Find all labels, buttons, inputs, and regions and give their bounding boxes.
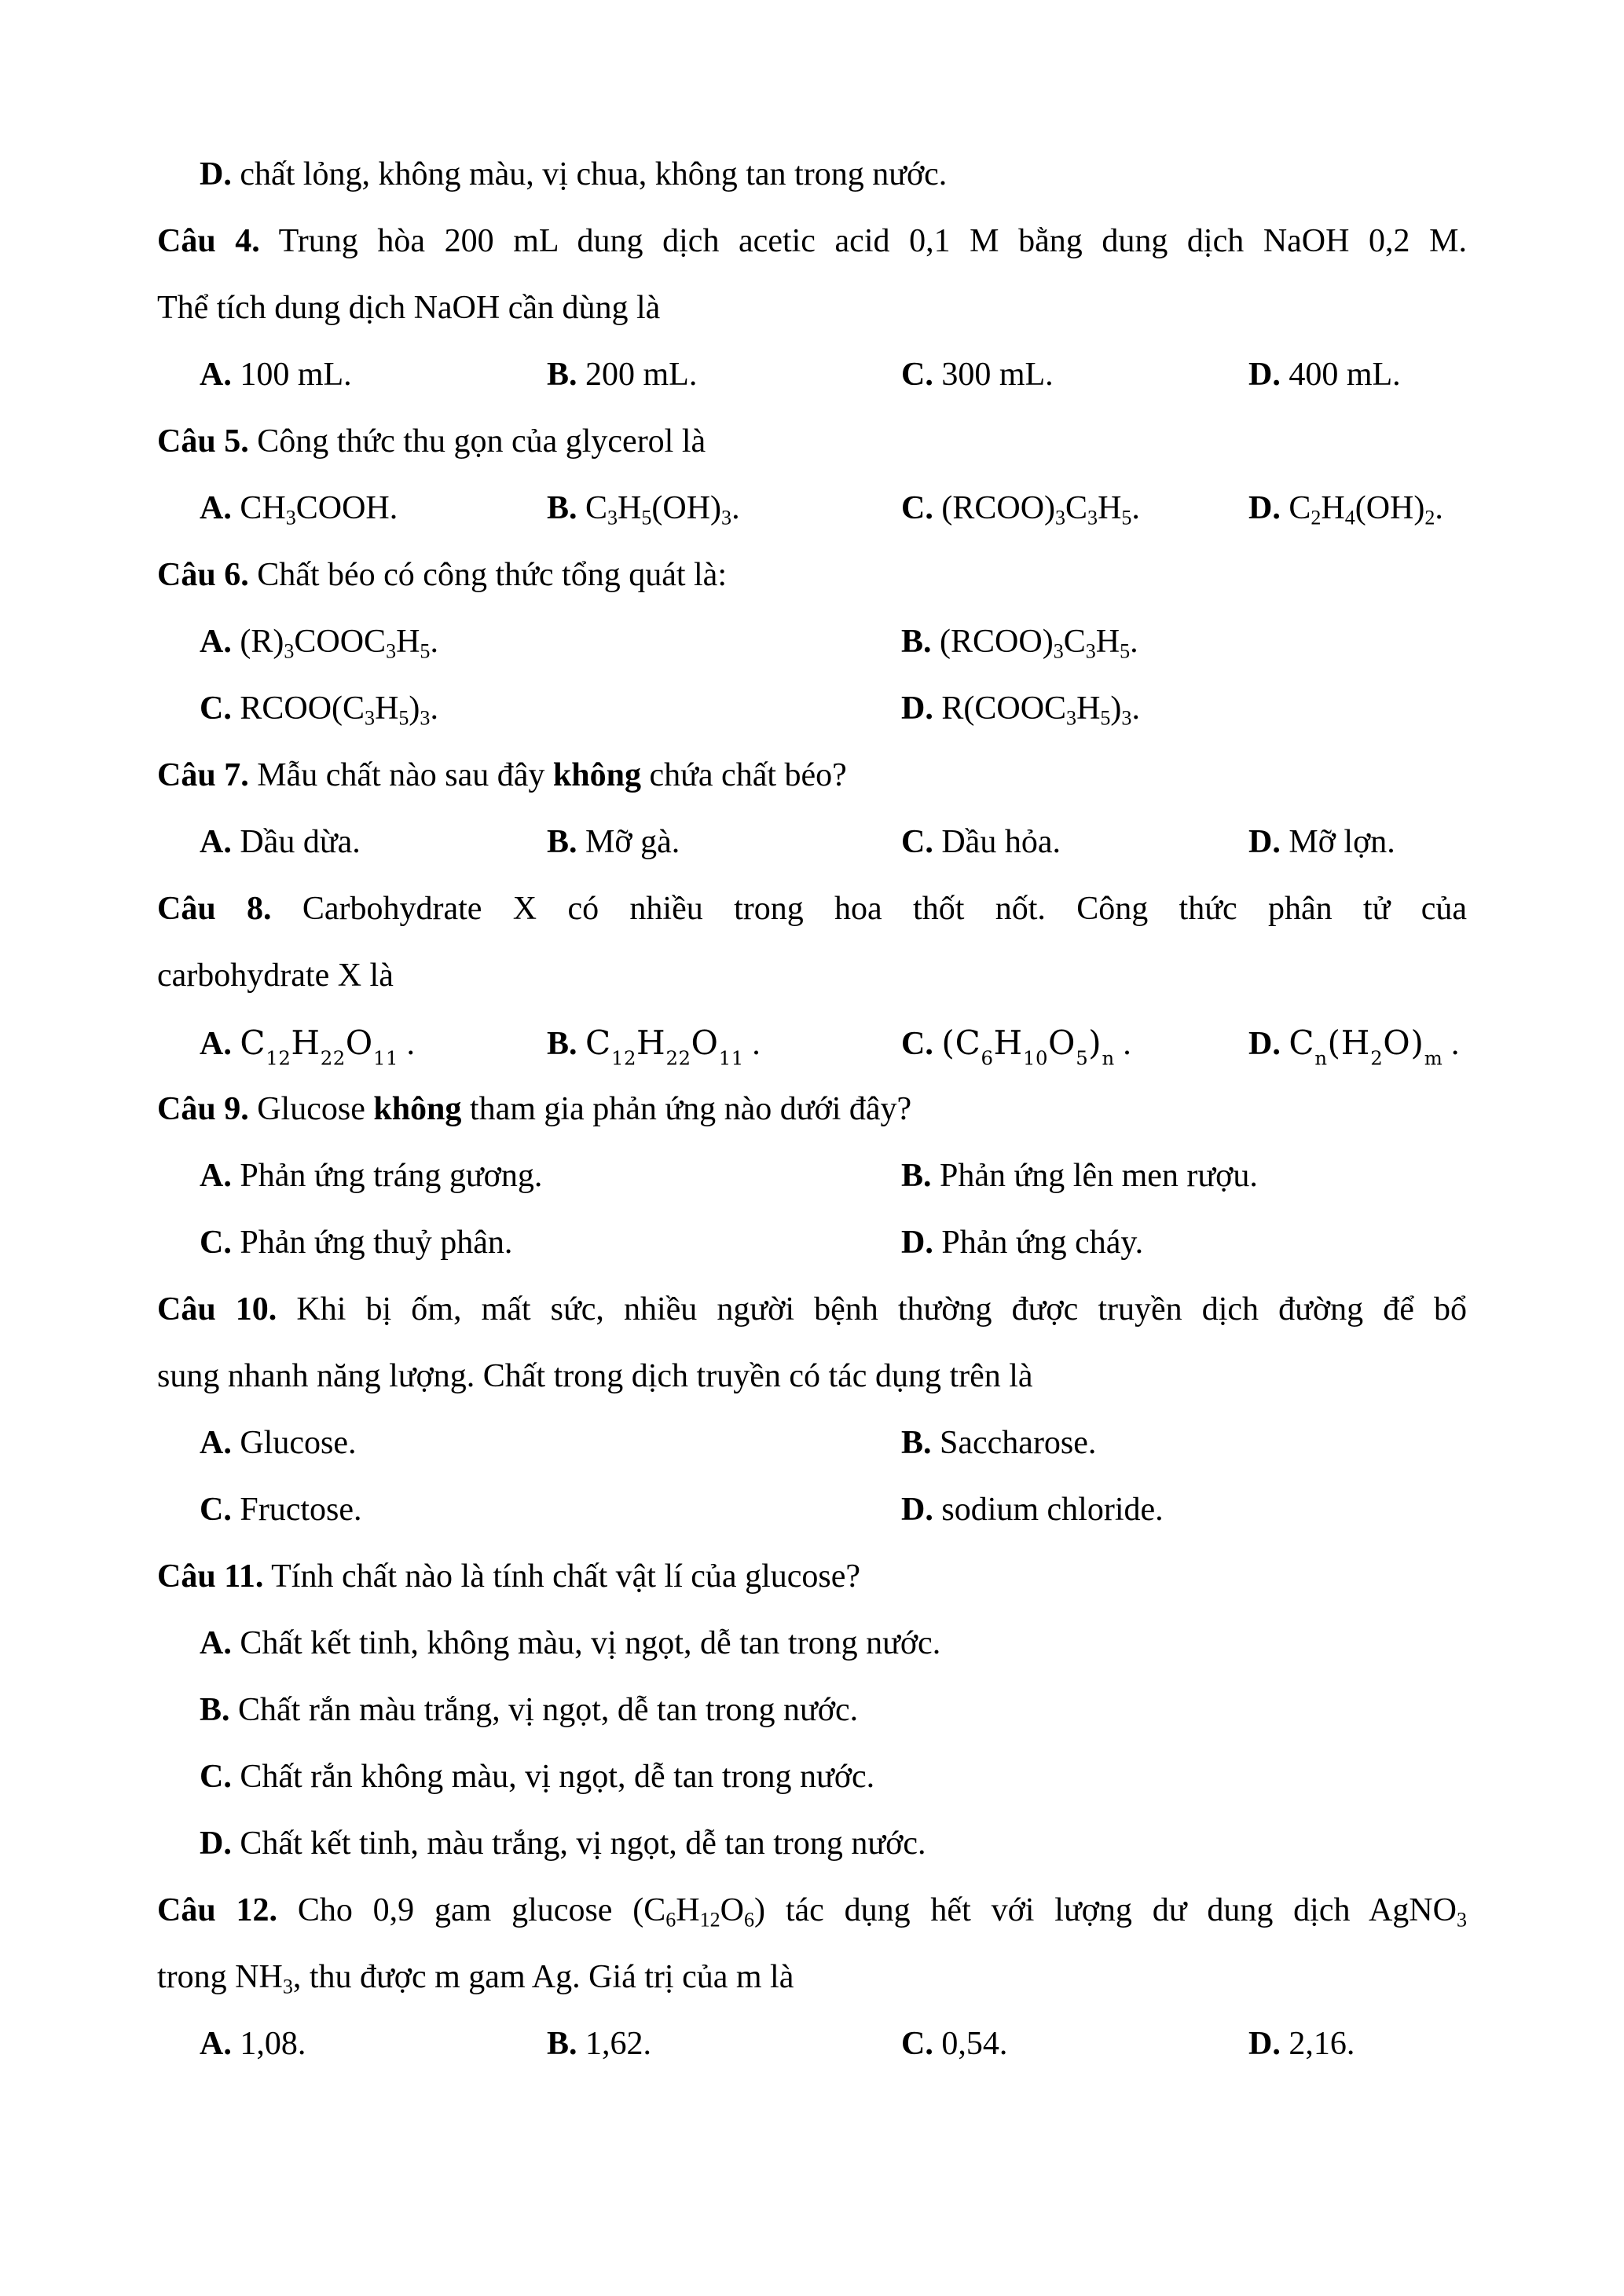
text-run: Công thức thu gọn của glycerol là: [248, 423, 706, 460]
text-run: Saccharose.: [940, 1425, 1097, 1461]
text-run: , thu được m gam Ag. Giá trị của m là: [292, 1959, 794, 1995]
cau-7: [157, 742, 1467, 876]
option-D: [1248, 2011, 1355, 2078]
text-run: R(COOC: [941, 690, 1067, 727]
text-run: 12: [699, 1908, 720, 1932]
text-run: Khi bị ốm, mất sức, nhiều người bệnh thường được truyền dịch đường để bổ: [277, 1291, 1467, 1327]
option-B: [901, 609, 1138, 676]
text-run: CH: [240, 490, 286, 526]
option-C: [200, 676, 438, 742]
text-run: Trung hòa 200 mL dung dịch acetic acid 0,1 M bằng dung dịch NaOH 0,2 M.: [259, 223, 1467, 259]
text-run: 200 mL.: [585, 357, 698, 393]
option-letter: B.: [547, 1026, 577, 1062]
text-run: Mỡ lợn.: [1289, 824, 1395, 860]
text-run: 2: [1311, 506, 1322, 529]
text-run: Chất rắn không màu, vị ngọt, dễ tan trong nước.: [240, 1759, 875, 1795]
question-stem-line: [157, 742, 1467, 809]
text-run: O: [720, 1892, 744, 1928]
text-run: 3: [1066, 706, 1077, 730]
text-run: Glucose.: [240, 1425, 357, 1461]
text-run: H: [676, 1892, 700, 1928]
text-run: C: [1289, 1023, 1315, 1062]
option-letter: D.: [1248, 357, 1281, 393]
text-run: 10: [1023, 1046, 1048, 1070]
options-row: [157, 141, 1467, 208]
text-run: 3: [607, 506, 618, 529]
text-run: H: [1321, 490, 1345, 526]
text-run: 2: [1370, 1046, 1384, 1070]
text-run: 3: [1055, 506, 1066, 529]
option-letter: A.: [200, 824, 232, 860]
text-run: H: [396, 624, 420, 660]
text-run: C: [240, 1023, 266, 1062]
text-run: Fructose.: [240, 1492, 362, 1528]
text-run: 12: [611, 1046, 636, 1070]
text-run: 5: [1120, 639, 1131, 663]
option-C: [901, 2011, 1007, 2078]
question-stem-line: [157, 943, 1467, 1009]
options-row: [157, 609, 1467, 676]
text-run: Phản ứng cháy.: [941, 1225, 1144, 1261]
options-row: [157, 2011, 1467, 2078]
text-run: Chất béo có công thức tổng quát là:: [248, 557, 727, 593]
options-row: [157, 1143, 1467, 1210]
options-row: [157, 1677, 1467, 1744]
text-run: C: [1289, 490, 1311, 526]
text-run: Dầu dừa.: [240, 824, 361, 860]
option-letter: C.: [200, 1225, 232, 1261]
option-letter: D.: [901, 1225, 933, 1261]
text-run: .: [1443, 1026, 1460, 1062]
text-run: 0,54.: [941, 2026, 1008, 2062]
text-run: H: [993, 1023, 1024, 1062]
text-run: H: [1076, 690, 1101, 727]
cau-8: [157, 876, 1467, 1076]
option-letter: A.: [200, 490, 232, 526]
question-stem-line: [157, 1877, 1467, 1944]
cau-6: [157, 542, 1467, 742]
text-run: Mỡ gà.: [585, 824, 680, 860]
text-run: 5: [420, 639, 431, 663]
text-run: ): [1088, 1023, 1102, 1062]
question-stem-line: [157, 1343, 1467, 1410]
text-run: O: [691, 1023, 719, 1062]
option-letter: B.: [547, 357, 577, 393]
text-run: 22: [320, 1046, 346, 1070]
text-run: 6: [744, 1908, 755, 1932]
text-run: O: [1048, 1023, 1076, 1062]
option-letter: D.: [901, 690, 933, 727]
text-run: 3: [420, 706, 431, 730]
option-A: [200, 1610, 940, 1677]
text-run: Carbohydrate X có nhiều trong hoa thốt nốt. Công thức phân tử của: [271, 891, 1467, 927]
options-row: [157, 1744, 1467, 1811]
text-run: (OH): [1355, 490, 1425, 526]
option-A: [200, 609, 438, 676]
text-run: Tính chất nào là tính chất vật lí của glucose?: [263, 1558, 861, 1595]
question-3-option-d: [157, 141, 1467, 208]
option-letter: C.: [901, 1026, 933, 1062]
text-run: .: [1130, 624, 1138, 660]
option-letter: C.: [200, 1759, 232, 1795]
text-run: Chất kết tinh, màu trắng, vị ngọt, dễ tan trong nước.: [240, 1825, 926, 1862]
text-run: H: [636, 1023, 666, 1062]
text-run: 11: [718, 1046, 744, 1070]
option-letter: C.: [200, 690, 232, 727]
text-run: Câu 9.: [157, 1091, 249, 1127]
text-run: Chất kết tinh, không màu, vị ngọt, dễ tan trong nước.: [240, 1625, 941, 1661]
option-B: [547, 1009, 761, 1076]
text-run: Phản ứng thuỷ phân.: [240, 1225, 513, 1261]
text-run: 6: [665, 1908, 676, 1932]
option-letter: D.: [200, 156, 232, 192]
text-run: chất lỏng, không màu, vị chua, không tan trong nước.: [240, 156, 948, 192]
text-run: .: [1114, 1026, 1131, 1062]
question-stem-line: [157, 408, 1467, 475]
options-row: [157, 809, 1467, 876]
option-C: [901, 809, 1061, 876]
question-stem-line: [157, 208, 1467, 275]
text-run: (H: [1327, 1023, 1371, 1062]
option-C: [200, 1477, 362, 1543]
option-B: [547, 342, 697, 408]
question-stem-line: [157, 1543, 1467, 1610]
question-stem-line: [157, 542, 1467, 609]
text-run: (RCOO): [941, 490, 1056, 526]
option-letter: B.: [547, 2026, 577, 2062]
cau-12: [157, 1877, 1467, 2078]
option-D: [200, 141, 947, 208]
text-run: O): [1383, 1023, 1424, 1062]
text-run: 5: [1121, 506, 1132, 529]
option-D: [901, 1477, 1164, 1543]
option-C: [200, 1210, 512, 1276]
text-run: chứa chất béo?: [641, 757, 847, 793]
option-B: [547, 2011, 651, 2078]
option-letter: A.: [200, 1158, 232, 1194]
text-run: Câu 5.: [157, 423, 249, 460]
options-row: [157, 1811, 1467, 1877]
question-stem-line: [157, 275, 1467, 342]
questions-list: [157, 141, 1467, 2078]
text-run: ): [409, 690, 420, 727]
text-run: không: [373, 1091, 462, 1127]
option-letter: A.: [200, 357, 232, 393]
question-stem-line: [157, 1944, 1467, 2011]
options-row: [157, 342, 1467, 408]
option-letter: A.: [200, 1625, 232, 1661]
text-run: 5: [1100, 706, 1111, 730]
text-run: m: [1424, 1046, 1443, 1070]
option-letter: C.: [901, 2026, 933, 2062]
option-D: [200, 1811, 926, 1877]
text-run: 400 mL.: [1289, 357, 1401, 393]
text-run: Câu 12.: [157, 1892, 278, 1928]
text-run: 3: [721, 506, 732, 529]
text-run: .: [1131, 690, 1140, 727]
options-row: [157, 1410, 1467, 1477]
option-A: [200, 2011, 306, 2078]
option-letter: A.: [200, 1026, 232, 1062]
text-run: Mẫu chất nào sau đây: [248, 757, 553, 793]
option-C: [901, 475, 1140, 542]
option-D: [901, 1210, 1143, 1276]
text-run: (OH): [651, 490, 722, 526]
option-A: [200, 809, 361, 876]
text-run: n: [1102, 1046, 1115, 1070]
option-letter: B.: [547, 490, 577, 526]
text-run: H: [375, 690, 399, 727]
text-run: Câu 6.: [157, 557, 249, 593]
text-run: RCOO(C: [240, 690, 365, 727]
options-row: [157, 1477, 1467, 1543]
text-run: .: [430, 690, 438, 727]
option-letter: B.: [901, 1158, 932, 1194]
text-run: C: [585, 490, 608, 526]
options-row: [157, 676, 1467, 742]
option-letter: B.: [547, 824, 577, 860]
text-run: (RCOO): [940, 624, 1054, 660]
text-run: H: [291, 1023, 321, 1062]
text-run: trong NH: [157, 1959, 283, 1995]
option-letter: D.: [1248, 1026, 1281, 1062]
options-row: [157, 1210, 1467, 1276]
option-letter: C.: [901, 490, 933, 526]
option-B: [901, 1143, 1258, 1210]
text-run: sodium chloride.: [941, 1492, 1164, 1528]
option-letter: D.: [1248, 2026, 1281, 2062]
text-run: n: [1314, 1046, 1328, 1070]
option-A: [200, 475, 398, 542]
option-letter: D.: [200, 1825, 232, 1862]
option-D: [1248, 809, 1395, 876]
option-B: [547, 809, 680, 876]
cau-4: [157, 208, 1467, 408]
text-run: Thể tích dung dịch NaOH cần dùng là: [157, 290, 661, 326]
text-run: .: [1131, 490, 1140, 526]
option-letter: B.: [901, 624, 932, 660]
text-run: .: [398, 1026, 416, 1062]
option-letter: C.: [901, 824, 933, 860]
text-run: COOH.: [295, 490, 398, 526]
text-run: .: [1435, 490, 1443, 526]
text-run: 2: [1424, 506, 1435, 529]
option-C: [901, 342, 1054, 408]
option-letter: A.: [200, 624, 232, 660]
text-run: 22: [665, 1046, 691, 1070]
option-D: [1248, 1009, 1459, 1076]
text-run: 3: [282, 1975, 293, 1998]
text-run: 3: [1085, 639, 1096, 663]
text-run: không: [552, 757, 641, 793]
options-row: [157, 1610, 1467, 1677]
option-D: [1248, 475, 1443, 542]
text-run: Câu 7.: [157, 757, 249, 793]
text-run: 1,62.: [585, 2026, 652, 2062]
cau-11: [157, 1543, 1467, 1877]
text-run: (C: [941, 1023, 981, 1062]
text-run: 3: [1053, 639, 1064, 663]
option-B: [200, 1677, 858, 1744]
text-run: Câu 10.: [157, 1291, 277, 1327]
text-run: 12: [266, 1046, 291, 1070]
text-run: Câu 8.: [157, 891, 272, 927]
question-stem-line: [157, 876, 1467, 943]
option-B: [901, 1410, 1096, 1477]
text-run: Dầu hỏa.: [941, 824, 1061, 860]
cau-10: [157, 1276, 1467, 1543]
text-run: O: [345, 1023, 374, 1062]
text-run: .: [743, 1026, 761, 1062]
option-D: [1248, 342, 1401, 408]
option-letter: C.: [200, 1492, 232, 1528]
options-row: [157, 475, 1467, 542]
text-run: 3: [1121, 706, 1132, 730]
text-run: sung nhanh năng lượng. Chất trong dịch truyền có tác dụng trên là: [157, 1358, 1033, 1394]
option-letter: A.: [200, 1425, 232, 1461]
option-D: [901, 676, 1140, 742]
text-run: 11: [373, 1046, 399, 1070]
text-run: 3: [284, 639, 295, 663]
text-run: COOC: [294, 624, 387, 660]
option-A: [200, 1143, 542, 1210]
option-C: [901, 1009, 1131, 1076]
text-run: 5: [398, 706, 409, 730]
text-run: C: [585, 1023, 611, 1062]
cau-9: [157, 1076, 1467, 1276]
text-run: 3: [1456, 1908, 1467, 1932]
option-C: [200, 1744, 874, 1811]
option-B: [547, 475, 740, 542]
option-A: [200, 1410, 356, 1477]
question-stem-line: [157, 1276, 1467, 1343]
text-run: 2,16.: [1289, 2026, 1355, 2062]
text-run: 100 mL.: [240, 357, 352, 393]
text-run: 1,08.: [240, 2026, 306, 2062]
option-letter: B.: [901, 1425, 932, 1461]
text-run: carbohydrate X là: [157, 958, 394, 994]
option-letter: D.: [901, 1492, 933, 1528]
text-run: Câu 4.: [157, 223, 260, 259]
option-letter: D.: [1248, 824, 1281, 860]
option-A: [200, 1009, 415, 1076]
text-run: 4: [1344, 506, 1355, 529]
text-run: Phản ứng tráng gương.: [240, 1158, 543, 1194]
option-letter: C.: [901, 357, 933, 393]
text-run: tham gia phản ứng nào dưới đây?: [461, 1091, 912, 1127]
option-letter: A.: [200, 2026, 232, 2062]
text-run: 5: [641, 506, 652, 529]
text-run: Glucose: [248, 1091, 374, 1127]
text-run: H: [1098, 490, 1122, 526]
text-run: H: [618, 490, 642, 526]
text-run: 3: [285, 506, 296, 529]
text-run: C: [1063, 624, 1086, 660]
text-run: ): [1110, 690, 1122, 727]
cau-5: [157, 408, 1467, 542]
option-A: [200, 342, 352, 408]
text-run: 6: [981, 1046, 994, 1070]
text-run: 5: [1076, 1046, 1089, 1070]
text-run: 3: [365, 706, 376, 730]
text-run: ) tác dụng hết với lượng dư dung dịch AgNO: [754, 1892, 1457, 1928]
question-stem-line: [157, 1076, 1467, 1143]
text-run: Chất rắn màu trắng, vị ngọt, dễ tan trong nước.: [238, 1692, 859, 1728]
option-letter: D.: [1248, 490, 1281, 526]
text-run: Phản ứng lên men rượu.: [940, 1158, 1258, 1194]
text-run: 300 mL.: [941, 357, 1054, 393]
text-run: Câu 11.: [157, 1558, 264, 1595]
text-run: .: [731, 490, 740, 526]
text-run: H: [1095, 624, 1120, 660]
text-run: C: [1065, 490, 1088, 526]
text-run: Cho 0,9 gam glucose (C: [277, 1892, 666, 1928]
text-run: 3: [1087, 506, 1098, 529]
option-letter: B.: [200, 1692, 230, 1728]
text-run: 3: [386, 639, 397, 663]
options-row: [157, 1009, 1467, 1076]
text-run: .: [430, 624, 438, 660]
text-run: (R): [240, 624, 284, 660]
